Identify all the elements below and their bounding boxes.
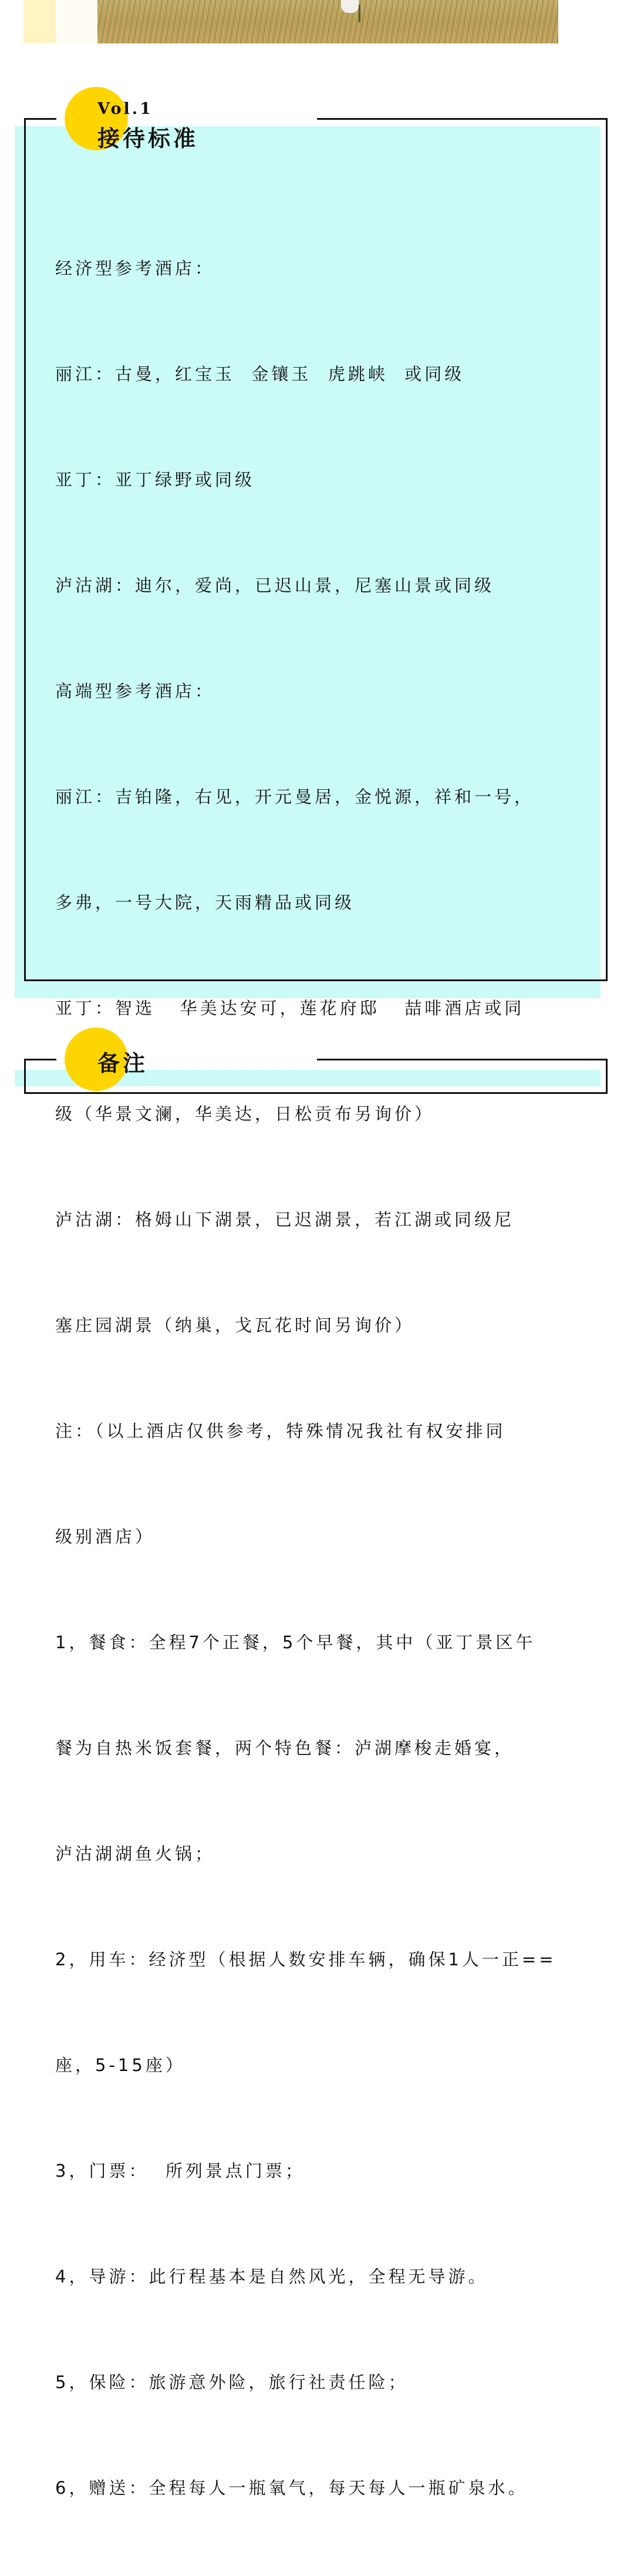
section1-body: [55, 180, 607, 2576]
section2-title: 备注: [97, 1050, 149, 1076]
body-line: 级（华景文澜，华美达，日松贡布另询价）: [55, 1104, 435, 1124]
banner-yellow-block: [23, 0, 56, 43]
banner-photo: [97, 0, 558, 43]
body-line: 餐为自热米饭套餐，两个特色餐：泸湖摩梭走婚宴，: [55, 1738, 515, 1758]
body-line: 注：（以上酒店仅供参考，特殊情况我社有权安排同: [55, 1421, 506, 1441]
body-line: 4，导游：此行程基本是自然风光，全程无导游。: [55, 2267, 488, 2287]
body-line: 丽江：古曼，红宝玉 金镶玉 虎跳峡 或同级: [55, 364, 465, 384]
body-line: 3，门票： 所列景点门票；: [55, 2161, 305, 2181]
body-line: 座，5-15座）: [55, 2055, 186, 2075]
body-line: 丽江：吉铂隆，右见，开元曼居，金悦源，祥和一号，: [55, 787, 535, 807]
body-line: 亚丁：智选 华美达安可，莲花府邸 喆啡酒店或同: [55, 998, 525, 1018]
section1-title: 接待标准: [97, 126, 199, 151]
banner-figure: [341, 0, 359, 13]
body-line: 2，用车：经济型（根据人数安排车辆，确保1人一正==: [55, 1949, 557, 1969]
section1-vol-label: Vol.1: [97, 100, 153, 118]
body-line: 经济型参考酒店：: [55, 258, 215, 278]
body-line: 级别酒店）: [55, 1527, 156, 1547]
body-line: 多弗，一号大院，天雨精品或同级: [55, 893, 355, 912]
body-line: 塞庄园湖景（纳巢，戈瓦花时间另询价）: [55, 1315, 415, 1335]
body-line: 5，保险：旅游意外险，旅行社责任险；: [55, 2372, 409, 2392]
body-line: 泸沽湖：格姆山下湖景，已迟湖景，若江湖或同级尼: [55, 1210, 515, 1230]
banner-grass-stem: [359, 5, 360, 22]
banner-cream-block: [56, 0, 97, 43]
body-line: 高端型参考酒店：: [55, 681, 215, 701]
body-line: 泸沽湖：迪尔，爱尚，已迟山景，尼塞山景或同级: [55, 575, 495, 595]
body-line: 6，赠送：全程每人一瓶氧气，每天每人一瓶矿泉水。: [55, 2478, 528, 2498]
body-line: 泸沽湖湖鱼火锅；: [55, 1844, 215, 1864]
body-line: 1，餐食：全程7个正餐，5个早餐，其中（亚丁景区午: [55, 1632, 536, 1652]
body-line: 亚丁：亚丁绿野或同级: [55, 470, 255, 490]
